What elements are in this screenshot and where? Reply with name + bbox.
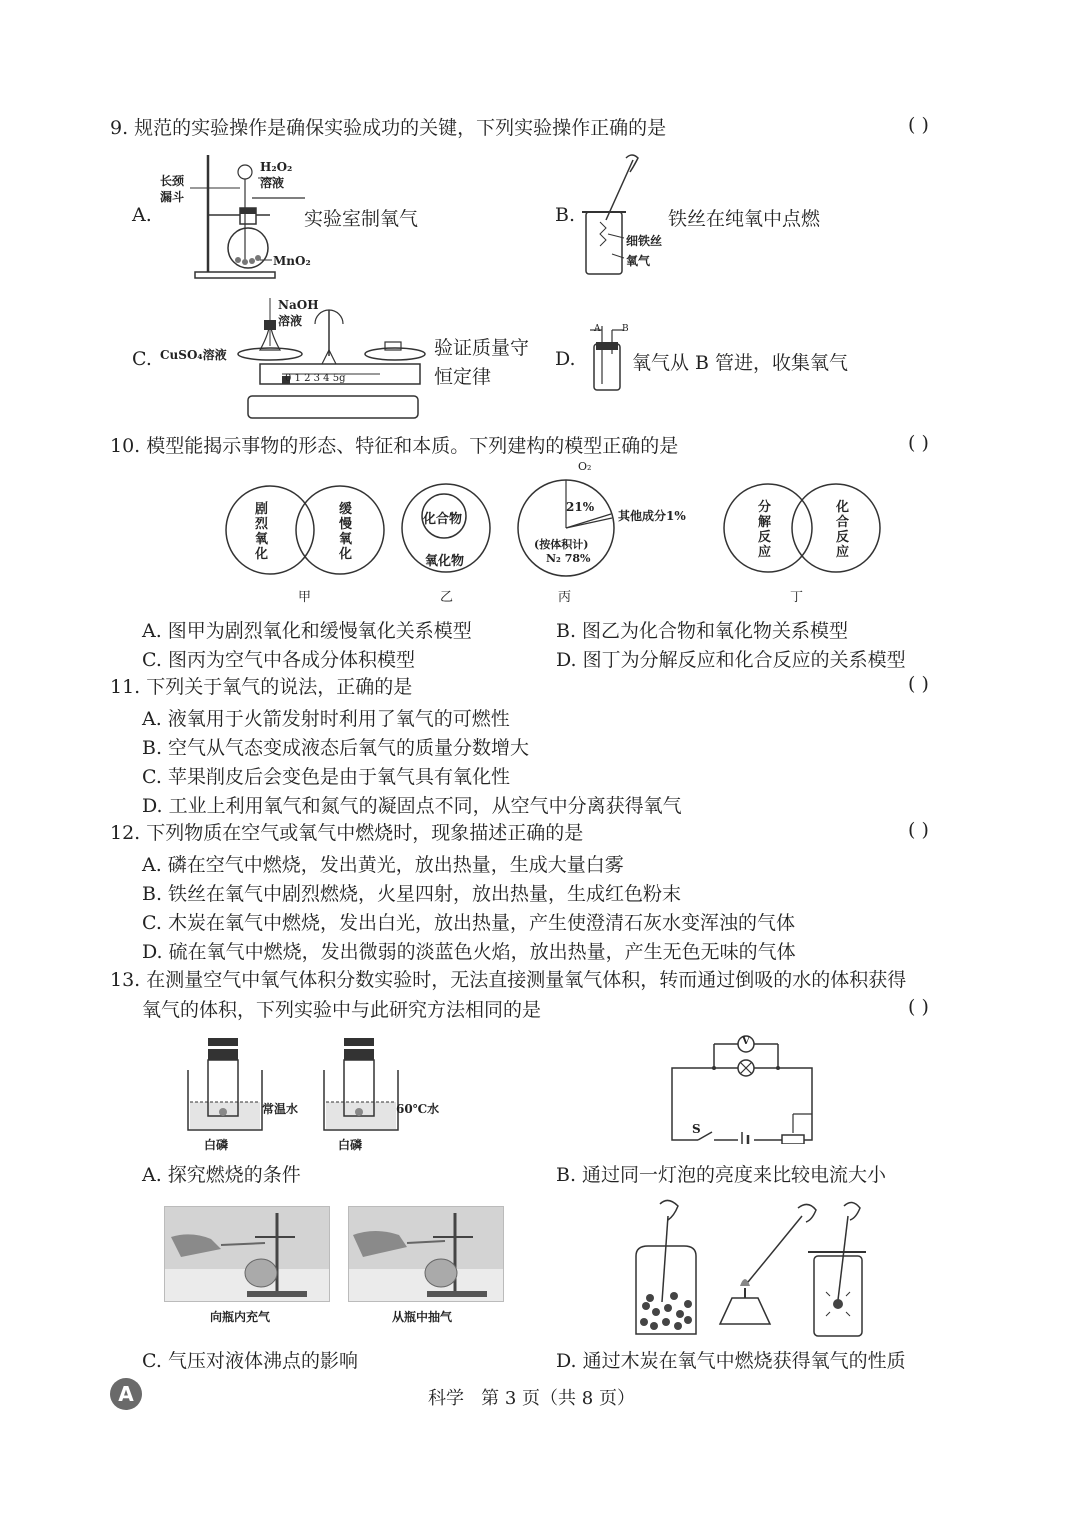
q10-ding-label: 丁 [790, 590, 804, 605]
q10-yi-inner: 化合物 [423, 512, 463, 527]
q10-bing-pie [514, 474, 618, 582]
q10-bing-other: 其他成分1% [618, 509, 686, 523]
version-badge: A [110, 1378, 142, 1410]
q9-b-apparatus [578, 150, 668, 278]
q13-a-beaker-2 [318, 1036, 404, 1134]
q13-a-p1: 白磷 [204, 1138, 229, 1152]
q9-a-label-l2: 漏斗 [160, 190, 185, 204]
q9-c-label-1: NaOH [278, 298, 319, 312]
q13-stem-1: 13. 在测量空气中氧气体积分数实验时，无法直接测量氧气体积，转而通过倒吸的水的体积获得 [110, 969, 907, 991]
q10-bing-label: 丙 [558, 590, 572, 605]
q10-jia-label: 甲 [298, 590, 312, 605]
q12-option-b: B. 铁丝在氧气中剧烈燃烧，火星四射，放出热量，生成红色粉末 [142, 883, 682, 905]
q10-paren: ( ) [908, 432, 929, 454]
q10-option-d: D. 图丁为分解反应和化合反应的关系模型 [556, 649, 906, 671]
q10-stem: 10. 模型能揭示事物的形态、特征和本质。下列建构的模型正确的是 [110, 435, 679, 457]
q13-a-water-1: 常温水 [262, 1102, 299, 1116]
q13-a-p2: 白磷 [338, 1138, 363, 1152]
q13-b-caption: B. 通过同一灯泡的亮度来比较电流大小 [556, 1164, 887, 1186]
q11-option-d: D. 工业上利用氧气和氮气的凝固点不同，从空气中分离获得氧气 [142, 795, 682, 817]
q9-paren: ( ) [908, 114, 929, 136]
q9-d-letter: D. [555, 348, 576, 370]
q10-bing-note: (按体积计) [534, 538, 589, 551]
q9-a-letter: A. [132, 204, 152, 226]
q12-option-d: D. 硫在氧气中燃烧，发出微弱的淡蓝色火焰，放出热量，产生无色无味的气体 [142, 941, 796, 963]
q13-d-caption: D. 通过木炭在氧气中燃烧获得氧气的性质 [556, 1350, 906, 1372]
q10-yi-outer: 氧化物 [425, 554, 465, 569]
q10-jia-venn [222, 482, 392, 582]
q9-a-label-bottom: MnO₂ [273, 254, 311, 268]
q9-b-label-2: 氧气 [626, 254, 651, 268]
q9-b-letter: B. [555, 204, 576, 226]
q10-bing-o2: O₂ [578, 460, 592, 473]
q9-d-caption: 氧气从 B 管进，收集氧气 [632, 352, 849, 374]
q13-stem-2: 氧气的体积，下列实验中与此研究方法相同的是 [142, 999, 542, 1021]
q10-bing-21: 21% [566, 500, 595, 514]
q11-paren: ( ) [908, 673, 929, 695]
q9-a-label-r2: 溶液 [260, 176, 285, 190]
q13-paren: ( ) [908, 996, 929, 1018]
q9-a-label-r1: H₂O₂ [260, 160, 293, 174]
q13-b-switch: S [692, 1122, 701, 1136]
q10-jia-left: 剧烈氧化 [255, 502, 269, 562]
q13-c-photo-2 [348, 1206, 504, 1302]
q9-d-bottle [586, 324, 630, 392]
q9-d-label-a: A [594, 324, 601, 334]
q11-option-a: A. 液氧用于火箭发射时利用了氧气的可燃性 [142, 708, 510, 730]
q10-ding-left: 分解反应 [758, 500, 772, 560]
q13-a-beaker-1 [182, 1036, 268, 1134]
q9-c-scale: 0 1 2 3 4 5g [285, 373, 346, 384]
q9-d-label-b: B [622, 324, 629, 334]
q13-c-photo-2-label: 从瓶中抽气 [392, 1310, 453, 1324]
q13-a-caption: A. 探究燃烧的条件 [142, 1164, 301, 1186]
q13-d-illustration [626, 1196, 866, 1340]
q10-yi-label: 乙 [440, 590, 454, 605]
q10-ding-venn [718, 480, 888, 580]
q9-a-caption: 实验室制氧气 [304, 208, 419, 230]
q11-option-c: C. 苹果削皮后会变色是由于氧气具有氧化性 [142, 766, 510, 788]
q13-c-photo-1 [164, 1206, 330, 1302]
q11-stem: 11. 下列关于氧气的说法，正确的是 [110, 676, 413, 698]
q13-c-caption: C. 气压对液体沸点的影响 [142, 1350, 358, 1372]
q9-b-caption: 铁丝在纯氧中点燃 [668, 208, 821, 230]
q12-paren: ( ) [908, 819, 929, 841]
q13-b-voltmeter: V [742, 1036, 750, 1047]
q10-option-b: B. 图乙为化合物和氧化物关系模型 [556, 620, 849, 642]
q9-b-label-1: 细铁丝 [626, 234, 663, 248]
q12-stem: 12. 下列物质在空气或氧气中燃烧时，现象描述正确的是 [110, 822, 584, 844]
q10-bing-n2: N₂ 78% [546, 552, 591, 565]
q10-ding-right: 化合反应 [836, 500, 850, 560]
q13-a-water-2: 60℃水 [396, 1102, 440, 1116]
q12-option-c: C. 木炭在氧气中燃烧，发出白光，放出热量，产生使澄清石灰水变浑浊的气体 [142, 912, 795, 934]
q9-c-label-2: 溶液 [278, 314, 303, 328]
q10-jia-right: 缓慢氧化 [339, 502, 353, 562]
q9-a-label-l1: 长颈 [160, 174, 185, 188]
q9-stem: 9. 规范的实验操作是确保实验成功的关键，下列实验操作正确的是 [110, 117, 667, 139]
q10-option-c: C. 图丙为空气中各成分体积模型 [142, 649, 415, 671]
q9-c-label-3: CuSO₄溶液 [160, 348, 227, 362]
q12-option-a: A. 磷在空气中燃烧，发出黄光，放出热量，生成大量白雾 [142, 854, 624, 876]
q9-c-caption-1: 验证质量守 [434, 337, 530, 359]
page-footer: 科学 第 3 页（共 8 页） [428, 1388, 635, 1409]
q9-c-caption-2: 恒定律 [434, 366, 492, 388]
q11-option-b: B. 空气从气态变成液态后氧气的质量分数增大 [142, 737, 530, 759]
q9-c-letter: C. [132, 348, 152, 370]
q10-option-a: A. 图甲为剧烈氧化和缓慢氧化关系模型 [142, 620, 472, 642]
q9-c-balance [230, 296, 430, 424]
q13-c-photo-1-label: 向瓶内充气 [210, 1310, 271, 1324]
q13-b-circuit [668, 1034, 820, 1144]
